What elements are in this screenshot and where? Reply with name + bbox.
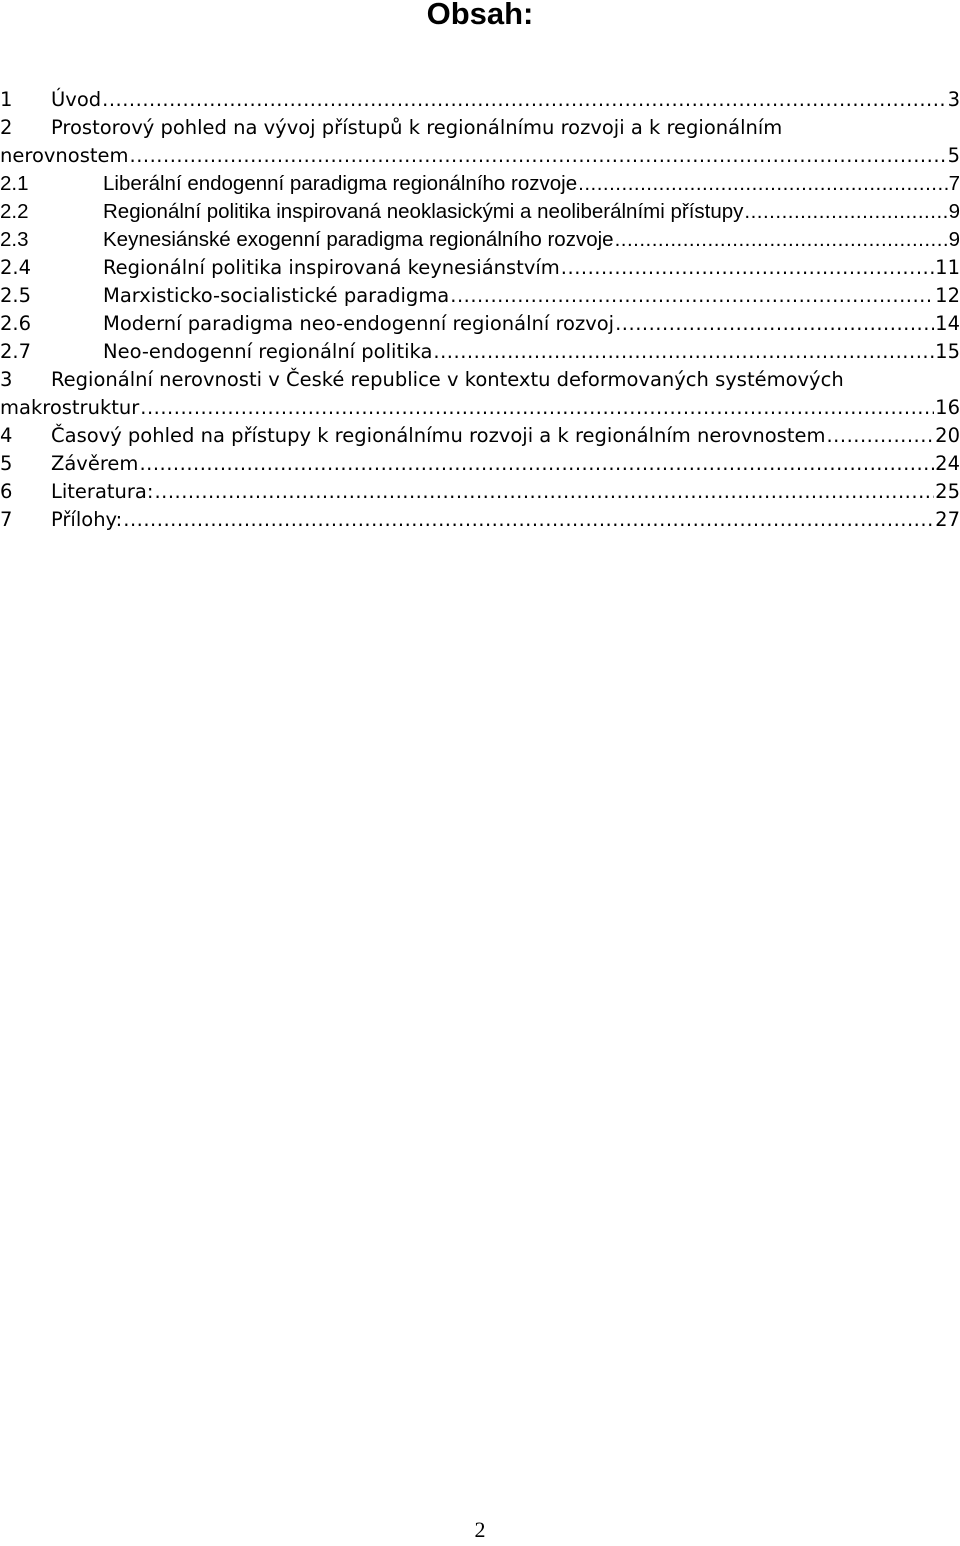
toc-entry-label: Regionální politika inspirovaná neoklasickými a neoliberálními přístupy <box>103 200 744 223</box>
page-title: Obsah: <box>426 0 534 31</box>
toc-entry-label-line2: nerovnostem <box>0 144 129 167</box>
toc-entry-label: Keynesiánské exogenní paradigma regionálního rozvoje <box>103 228 614 251</box>
toc-entry-label: Regionální politika inspirovaná keynesiánstvím <box>103 256 560 279</box>
toc-entry-page: 7 <box>948 172 960 195</box>
toc-entry-label-line2: makrostruktur <box>0 396 140 419</box>
toc-entry-label: Neo-endogenní regionální politika <box>103 340 433 363</box>
toc-entry-number: 2.5 <box>0 284 32 307</box>
toc-entry-number: 2.6 <box>0 312 32 335</box>
dot-leader <box>102 86 946 114</box>
toc-entry-2-1[interactable] <box>0 170 960 198</box>
dot-leader <box>433 338 934 366</box>
toc-entry-page: 9 <box>948 228 960 251</box>
toc-entry-3[interactable] <box>0 366 960 422</box>
toc-entry-label: Úvod <box>51 88 102 111</box>
dot-leader <box>615 310 934 338</box>
toc-entry-page: 16 <box>935 396 960 419</box>
toc-entry-page: 27 <box>935 508 960 531</box>
toc-entry-page: 15 <box>935 340 960 363</box>
table-of-contents <box>0 86 960 534</box>
dot-leader <box>826 422 934 450</box>
toc-entry-5[interactable] <box>0 450 960 478</box>
dot-leader <box>578 170 947 198</box>
toc-entry-1[interactable] <box>0 86 960 114</box>
toc-entry-page: 20 <box>935 424 960 447</box>
toc-entry-page: 12 <box>935 284 960 307</box>
toc-entry-2-7[interactable] <box>0 338 960 366</box>
toc-entry-page: 14 <box>935 312 960 335</box>
toc-entry-page: 5 <box>947 144 960 167</box>
dot-leader <box>561 254 934 282</box>
page-number: 2 <box>474 1517 486 1542</box>
toc-entry-2-6[interactable] <box>0 310 960 338</box>
toc-entry-2-3[interactable] <box>0 226 960 254</box>
toc-entry-number: 2.1 <box>0 172 29 195</box>
dot-leader <box>123 506 934 534</box>
toc-entry-label-line1: Regionální nerovnosti v České republice v kontextu deformovaných systémových <box>51 368 844 391</box>
toc-entry-number: 3 <box>0 368 13 391</box>
toc-entry-label: Závěrem <box>51 452 139 475</box>
dot-leader <box>615 226 948 254</box>
toc-entry-number: 7 <box>0 508 13 531</box>
toc-entry-2[interactable] <box>0 114 960 170</box>
toc-entry-number: 2.4 <box>0 256 32 279</box>
toc-entry-label-line1: Prostorový pohled na vývoj přístupů k regionálnímu rozvoji a k regionálním <box>51 116 783 139</box>
dot-leader <box>744 198 947 226</box>
toc-entry-page: 24 <box>935 452 960 475</box>
dot-leader <box>450 282 934 310</box>
toc-entry-7[interactable] <box>0 506 960 534</box>
dot-leader <box>140 394 934 422</box>
toc-entry-label: Liberální endogenní paradigma regionálního rozvoje <box>103 172 578 195</box>
toc-entry-label: Marxisticko-socialistické paradigma <box>103 284 450 307</box>
toc-entry-2-4[interactable] <box>0 254 960 282</box>
dot-leader <box>130 142 947 170</box>
toc-entry-number: 6 <box>0 480 13 503</box>
dot-leader <box>139 450 934 478</box>
toc-entry-4[interactable] <box>0 422 960 450</box>
toc-entry-page: 3 <box>947 88 960 111</box>
toc-entry-label: Moderní paradigma neo-endogenní regionální rozvoj <box>103 312 615 335</box>
dot-leader <box>154 478 934 506</box>
toc-entry-label: Časový pohled na přístupy k regionálnímu rozvoji a k regionálním nerovnostem <box>51 424 826 447</box>
toc-entry-number: 2.2 <box>0 200 29 223</box>
toc-entry-number: 5 <box>0 452 13 475</box>
toc-entry-2-5[interactable] <box>0 282 960 310</box>
toc-entry-number: 1 <box>0 88 13 111</box>
toc-entry-number: 2 <box>0 116 13 139</box>
toc-entry-2-2[interactable] <box>0 198 960 226</box>
toc-entry-6[interactable] <box>0 478 960 506</box>
toc-entry-number: 2.3 <box>0 228 29 251</box>
toc-entry-page: 11 <box>935 256 960 279</box>
toc-entry-label: Přílohy: <box>51 508 123 531</box>
toc-entry-page: 25 <box>935 480 960 503</box>
toc-entry-label: Literatura: <box>51 480 154 503</box>
toc-entry-number: 2.7 <box>0 340 32 363</box>
toc-entry-page: 9 <box>948 200 960 223</box>
toc-entry-number: 4 <box>0 424 13 447</box>
